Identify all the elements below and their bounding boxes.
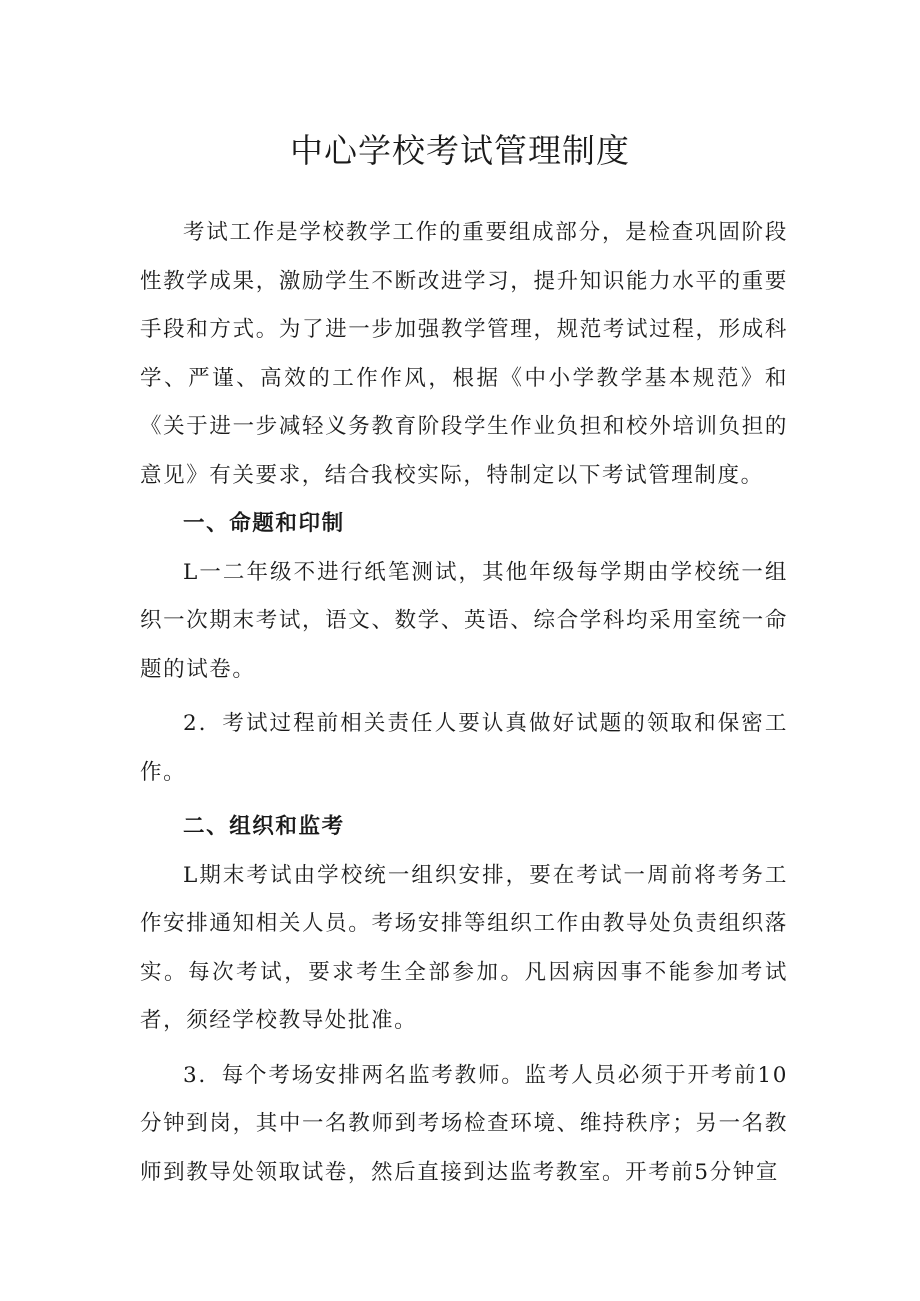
- section-1: [140, 500, 788, 797]
- section-heading: 二、组织和监考: [183, 814, 345, 839]
- section-heading: 一、命题和印制: [183, 511, 345, 536]
- intro-paragraph: 考试工作是学校教学工作的重要组成部分，是检查巩固阶段性教学成果，激励学生不断改进学习，提升知识能力水平的重要手段和方式。为了进一步加强教学管理，规范考试过程，形成科学、严谨、高效的工作作风，根据《中小学教学基本规范》和《关于进一步减轻义务教育阶段学生作业负担和校外培训负担的意见》有关要求，结合我校实际，特制定以下考试管理制度。: [140, 220, 788, 488]
- section-item: L一二年级不进行纸笔测试，其他年级每学期由学校统一组织一次期末考试，语文、数学、英语、综合学科均采用室统一命题的试卷。: [140, 559, 788, 682]
- section-2: [140, 803, 788, 1197]
- section-item: 2．考试过程前相关责任人要认真做好试题的领取和保密工作。: [140, 711, 788, 785]
- section-item: L期末考试由学校统一组织安排，要在考试一周前将考务工作安排通知相关人员。考场安排等组织工作由教导处负责组织落实。每次考试，要求考生全部参加。凡因病因事不能参加考试者，须经学校教导处批准。: [140, 862, 788, 1033]
- document-body: [140, 209, 788, 1197]
- section-item: 3．每个考场安排两名监考教师。监考人员必须于开考前10分钟到岗，其中一名教师到考场检查环境、维持秩序；另一名教师到教导处领取试卷，然后直接到达监考教室。开考前5分钟宣: [140, 1062, 788, 1185]
- document-title: 中心学校考试管理制度: [290, 131, 630, 170]
